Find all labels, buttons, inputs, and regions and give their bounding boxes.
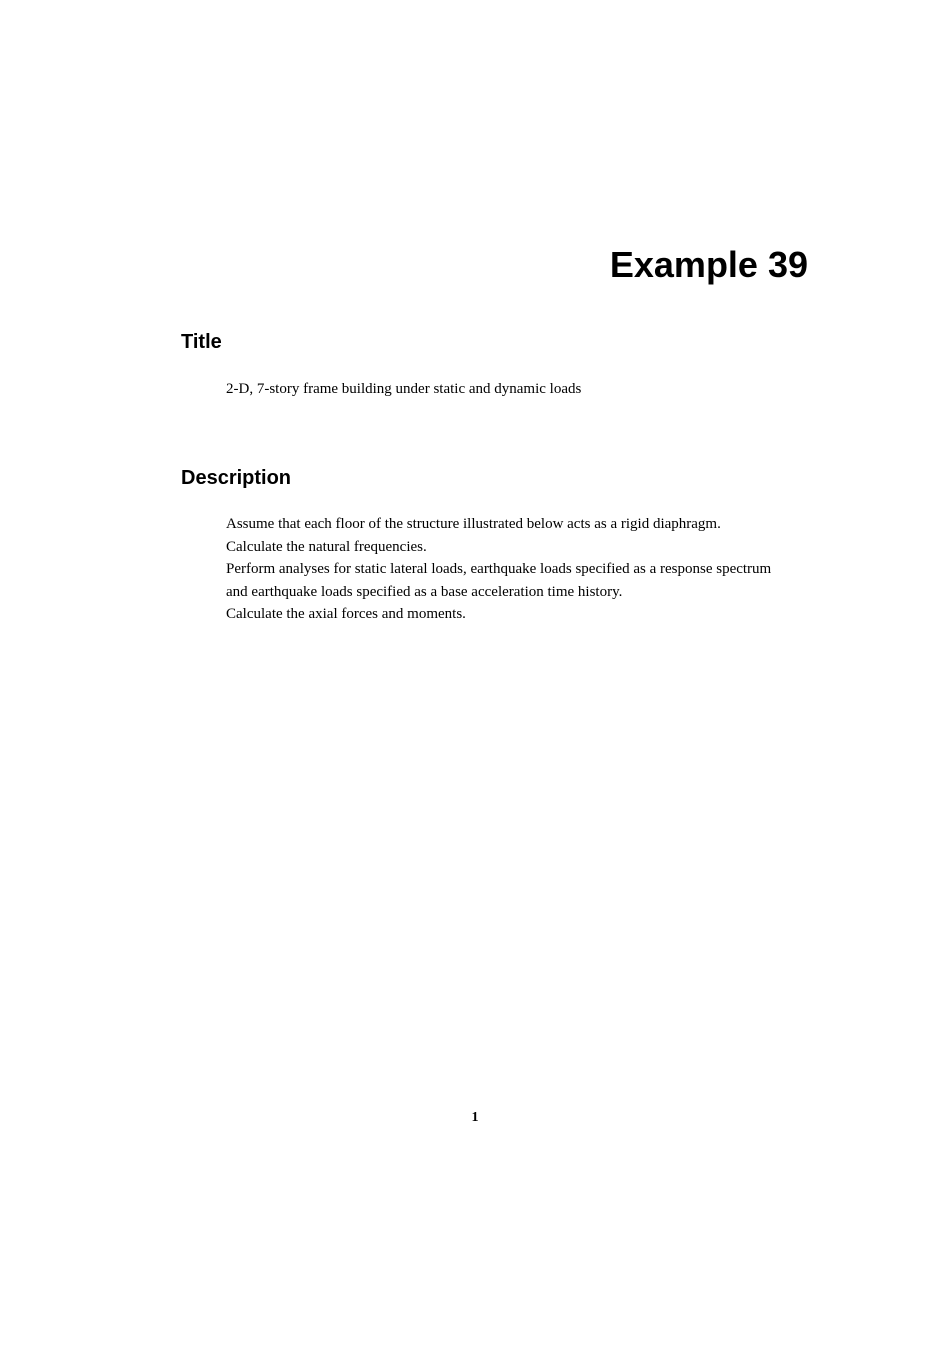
description-line: Assume that each floor of the structure illustrated below acts as a rigid diaphragm. [226, 516, 721, 532]
description-text-block [226, 513, 826, 626]
description-line: and earthquake loads specified as a base acceleration time history. [226, 583, 623, 600]
example-heading: Example 39 [609, 244, 808, 285]
title-section-heading: Title [181, 331, 222, 353]
description-line: Perform analyses for static lateral loads, earthquake loads specified as a response spectrum [226, 561, 772, 577]
page-number: 1 [471, 1110, 479, 1125]
description-section-heading: Description [181, 467, 292, 489]
description-line: Calculate the natural frequencies. [226, 538, 427, 555]
description-line: Calculate the axial forces and moments. [226, 606, 466, 622]
title-text: 2-D, 7-story frame building under static and dynamic loads [226, 381, 582, 397]
